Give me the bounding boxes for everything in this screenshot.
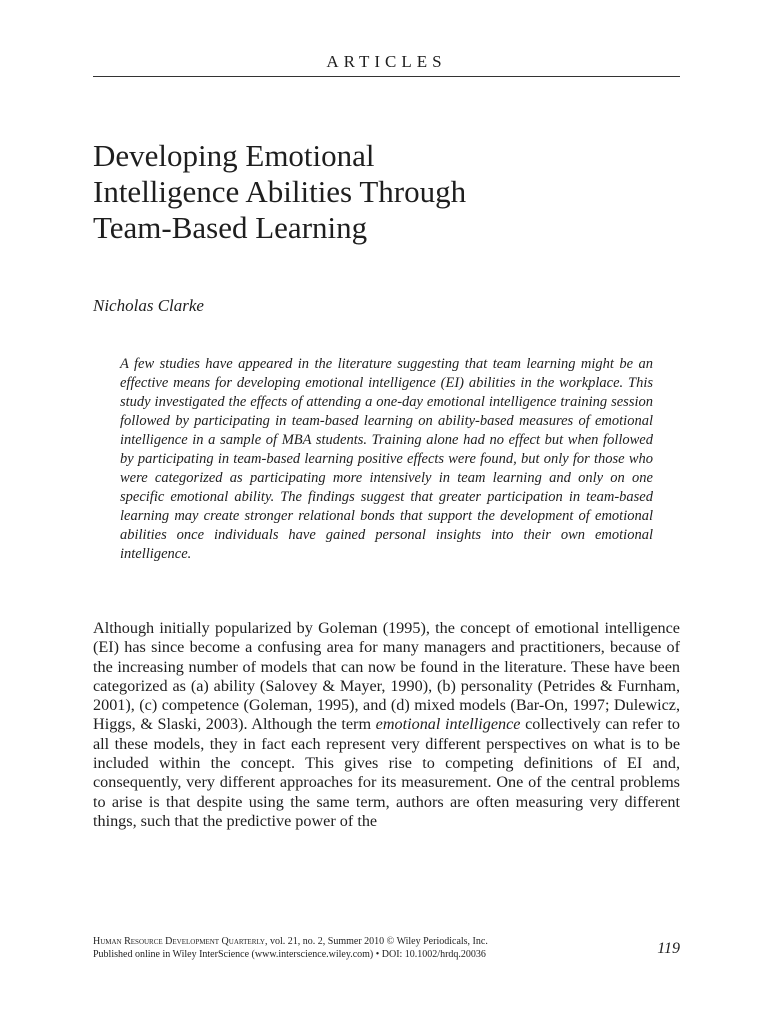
body-emphasis: emotional intelligence	[375, 715, 521, 734]
article-title	[93, 138, 653, 246]
abstract: A few studies have appeared in the literature suggesting that team learning might be an effective means for developing emotional intelligence (EI) abilities in the workplace. This study investigated the effects of attending a one-day emotional intelligence training session followed by participating in team-based learning on ability-based measures of emotional intelligence in a sample of MBA students. Training alone had no effect but when followed by participating in team-based learning positive effects were found, but only for those who were categorized as participating more intensively in team learning and only on one specific emotional ability. The findings suggest that greater participation in team-based learning may create stronger relational bonds that support the development of emotional abilities once individuals have gained personal insights into their own emotional intelligence.	[120, 356, 653, 562]
header-rule	[93, 76, 680, 77]
citation-details: , vol. 21, no. 2, Summer 2010 © Wiley Periodicals, Inc.	[265, 936, 488, 947]
footer-line	[93, 935, 613, 948]
title-line: Intelligence Abilities Through	[93, 174, 467, 209]
page-number: 119	[657, 940, 680, 957]
body-paragraph	[93, 619, 680, 831]
body-text-part: Although initially popularized by Goleman (1995), the concept of emotional intelligence (EI) has since become a confusing area for many managers and practitioners, because of the increasing number of models that can now be found in the literature. These have been categorized as (a) ability (Salovey & Mayer, 1990), (b) personality (Petrides & Furnham, 2001), (c) competence (Goleman, 1995), and (d) mixed models (Bar-On, 1997; Dulewicz, Higgs, & Slaski, 2003). Although the term	[93, 619, 680, 734]
body-text-part: collectively can refer to all these models, they in fact each represent very different perspectives on what is to be included within the concept. This gives rise to competing definitions of EI and, consequently, very different approaches for its measurement. One of the central problems to arise is that despite using the same term, authors are often measuring very different things, such that the predictive power of the	[93, 715, 680, 830]
journal-name: Human Resource Development Quarterly	[93, 936, 265, 947]
section-label: ARTICLES	[326, 52, 447, 71]
title-line: Developing Emotional	[93, 138, 375, 173]
author-name: Nicholas Clarke	[93, 296, 204, 315]
footer-citation	[93, 935, 613, 961]
publication-line: Published online in Wiley InterScience (www.interscience.wiley.com) • DOI: 10.1002/hrdq.20036	[93, 949, 486, 960]
title-line: Team-Based Learning	[93, 210, 368, 245]
